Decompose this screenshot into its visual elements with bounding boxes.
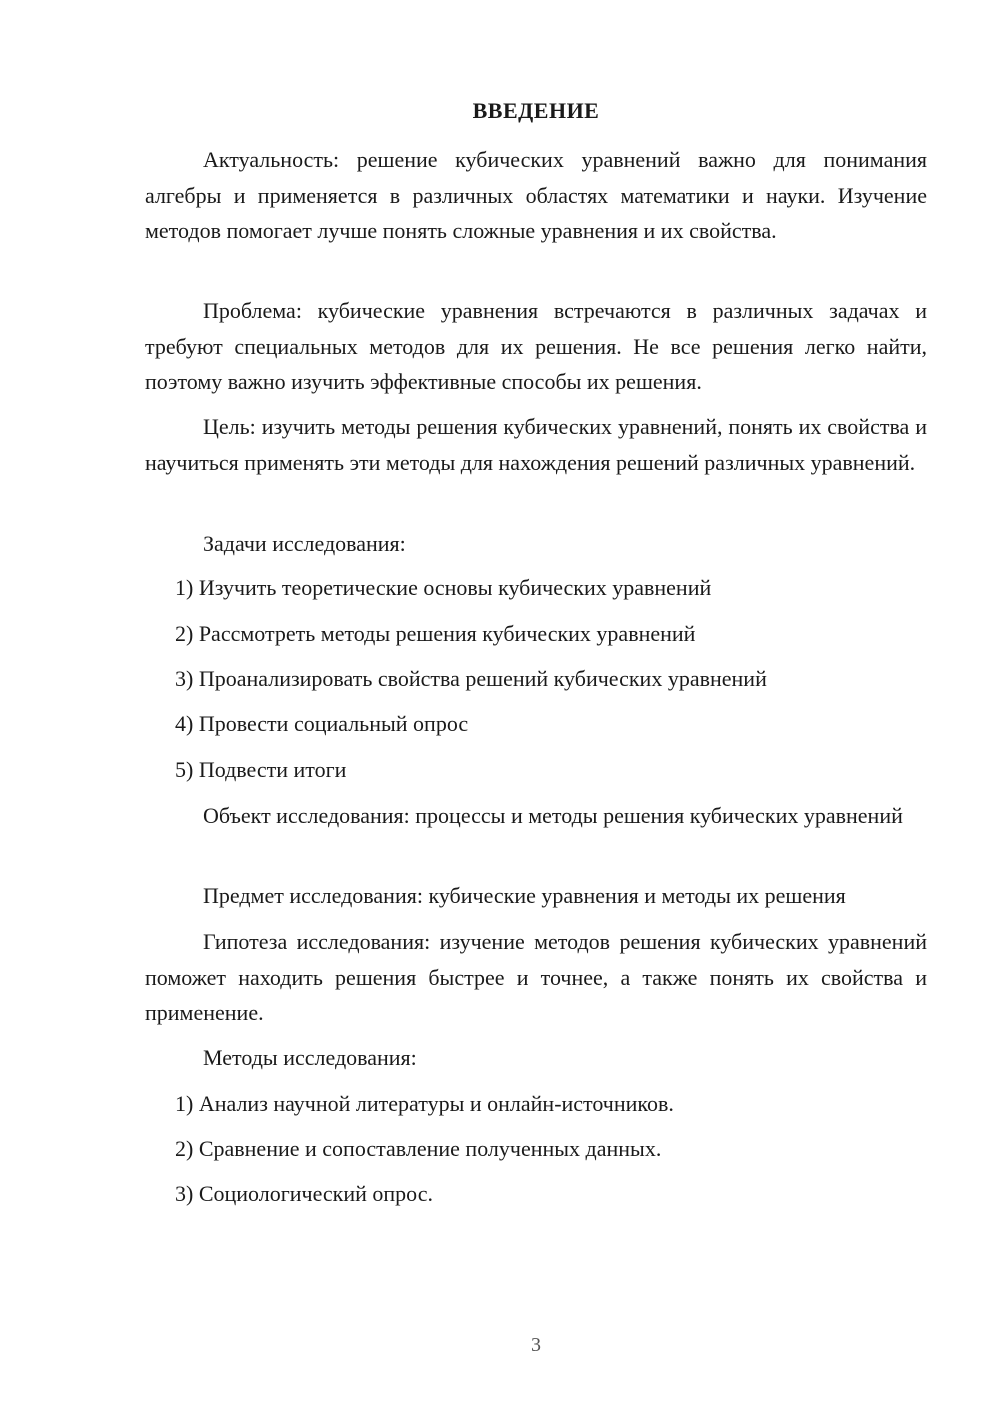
- page-title: ВВЕДЕНИЕ: [472, 98, 600, 123]
- hypothesis-paragraph: Гипотеза исследования: изучение методов решения кубических уравнений поможет находить решения быстрее и точнее, а также понять их свойства и применение.: [145, 929, 927, 1025]
- methods-heading: Методы исследования:: [203, 1045, 417, 1070]
- page-number: 3: [531, 1334, 541, 1356]
- tasks-heading: Задачи исследования:: [203, 531, 406, 556]
- method-item: 1) Анализ научной литературы и онлайн-источников.: [175, 1091, 674, 1116]
- problem-paragraph: Проблема: кубические уравнения встречаются в различных задачах и требуют специальных методов для их решения. Не все решения легко найти, поэтому важно изучить эффективные способы их решения.: [145, 298, 927, 394]
- relevance-paragraph: Актуальность: решение кубических уравнений важно для понимания алгебры и применяется в различных областях математики и науки. Изучение методов помогает лучше понять сложные уравнения и их свойства.: [145, 147, 927, 243]
- task-item: 5) Подвести итоги: [175, 757, 347, 782]
- subject-paragraph: Предмет исследования: кубические уравнения и методы их решения: [203, 883, 846, 908]
- goal-paragraph: Цель: изучить методы решения кубических уравнений, понять их свойства и научиться применять эти методы для нахождения решений различных уравнений.: [145, 414, 927, 475]
- task-item: 1) Изучить теоретические основы кубических уравнений: [175, 575, 712, 600]
- method-item: 2) Сравнение и сопоставление полученных данных.: [175, 1136, 662, 1161]
- task-item: 3) Проанализировать свойства решений кубических уравнений: [175, 666, 767, 691]
- method-item: 3) Социологический опрос.: [175, 1181, 433, 1206]
- task-item: 4) Провести социальный опрос: [175, 711, 469, 736]
- task-item: 2) Рассмотреть методы решения кубических уравнений: [175, 621, 696, 646]
- object-paragraph: Объект исследования: процессы и методы решения кубических уравнений: [203, 803, 903, 828]
